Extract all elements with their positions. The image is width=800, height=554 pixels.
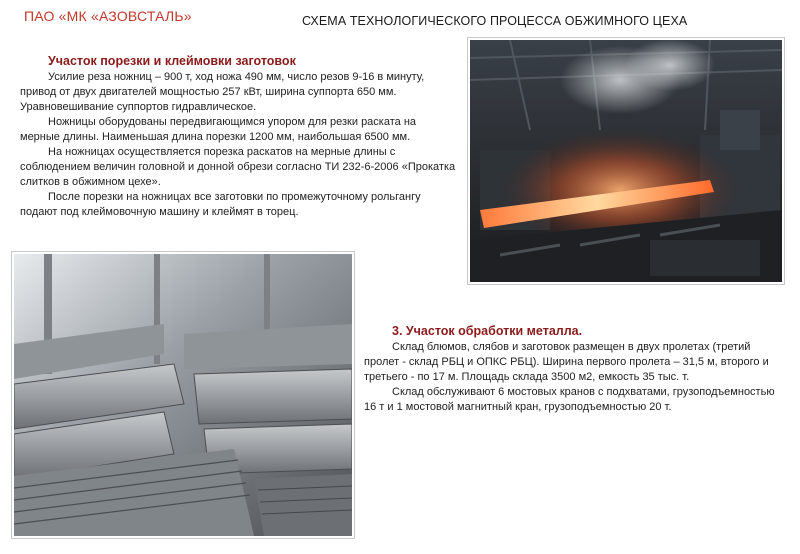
processing-section	[364, 324, 776, 415]
processing-section-heading: 3. Участок обработки металла.	[392, 324, 583, 338]
billet-stock-photo	[12, 252, 354, 538]
page-title: СХЕМА ТЕХНОЛОГИЧЕСКОГО ПРОЦЕССА ОБЖИМНОГО ЦЕХА	[302, 14, 688, 28]
cutting-section-heading: Участок порезки и клеймовки заготовок	[48, 54, 296, 68]
processing-paragraph: Склад блюмов, слябов и заготовок размещен в двух пролетах (третий пролет - склад РБЦ и ОПКС РБЦ). Ширина первого пролета – 31,5 м, второго и третьего - по 17 м. Площадь склада 3500 м2, емкость 35 тыс. т.	[364, 341, 769, 383]
cutting-paragraph: На ножницах осуществляется порезка раскатов на мерные длины с соблюдением величин головной и донной обрези согласно ТИ 232-6-2006 «Прокатка слитков в обжимном цехе».	[20, 146, 456, 188]
cutting-paragraph: Усилие реза ножниц – 900 т, ход ножа 490 мм, число резов 9-16 в минуту, привод от двух двигателей мощностью 257 кВт, ширина суппорта 650 мм. Уравновешивание суппортов гидравлическое.	[20, 71, 425, 113]
cutting-paragraph: Ножницы оборудованы передвигающимся упором для резки раската на мерные длины. Наименьшая длина порезки 1200 мм, наибольшая 6500 мм.	[20, 116, 417, 143]
cutting-paragraph: После порезки на ножницах все заготовки по промежуточному рольгангу подают под клеймовочную машину и клеймят в торец.	[20, 191, 421, 218]
cutting-section	[20, 54, 458, 220]
rolling-mill-photo	[468, 38, 784, 284]
company-name: ПАО «МК «АЗОВСТАЛЬ»	[24, 8, 192, 24]
processing-paragraph: Склад обслуживают 6 мостовых кранов с подхватами, грузоподъемностью 16 т и 1 мостовой магнитный кран, грузоподъемностью 20 т.	[364, 386, 775, 413]
